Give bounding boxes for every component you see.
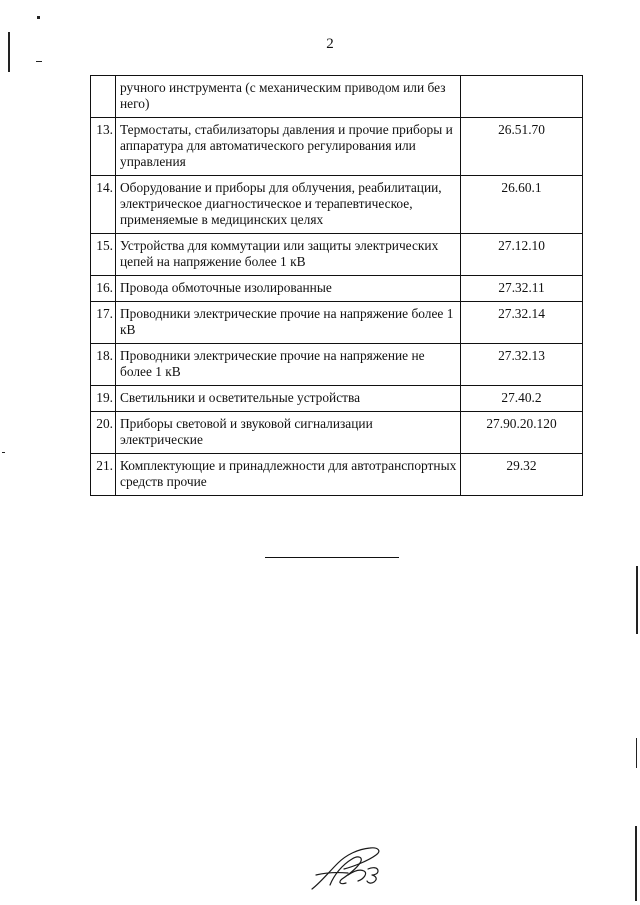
- row-code: 26.51.70: [461, 118, 583, 176]
- row-number: 21.: [91, 454, 116, 496]
- row-number: 17.: [91, 302, 116, 344]
- row-name: Комплектующие и принадлежности для автотранспортных средств прочие: [116, 454, 461, 496]
- row-code: 27.90.20.120: [461, 412, 583, 454]
- row-number: 18.: [91, 344, 116, 386]
- table-row: [91, 118, 583, 176]
- row-number: 14.: [91, 176, 116, 234]
- row-number: 16.: [91, 276, 116, 302]
- table-row: [91, 454, 583, 496]
- end-of-document-line: [265, 557, 399, 558]
- scan-mark-left-dot: [37, 16, 40, 19]
- table-row: [91, 386, 583, 412]
- scan-mark-right-bar-2: [636, 738, 637, 768]
- row-number: 13.: [91, 118, 116, 176]
- row-number: 15.: [91, 234, 116, 276]
- scan-mark-left-tick: [2, 452, 5, 453]
- table-row: [91, 344, 583, 386]
- page-number: 2: [326, 36, 334, 52]
- row-code: 27.12.10: [461, 234, 583, 276]
- row-name: Термостаты, стабилизаторы давления и прочие приборы и аппаратура для автоматического регулирования или управления: [116, 118, 461, 176]
- scan-mark-right-bar-1: [636, 566, 638, 634]
- table-row: [91, 302, 583, 344]
- row-name: Светильники и осветительные устройства: [116, 386, 461, 412]
- row-code: 27.32.13: [461, 344, 583, 386]
- table-row: [91, 412, 583, 454]
- row-name: ручного инструмента (с механическим приводом или без него): [116, 76, 461, 118]
- product-codes-table: [90, 75, 583, 496]
- row-name: Провода обмоточные изолированные: [116, 276, 461, 302]
- row-code: 26.60.1: [461, 176, 583, 234]
- row-code: [461, 76, 583, 118]
- row-number: [91, 76, 116, 118]
- row-name: Устройства для коммутации или защиты электрических цепей на напряжение более 1 кВ: [116, 234, 461, 276]
- row-name: Проводники электрические прочие на напряжение не более 1 кВ: [116, 344, 461, 386]
- row-code: 27.32.14: [461, 302, 583, 344]
- row-name: Оборудование и приборы для облучения, реабилитации, электрическое диагностическое и терапевтическое, применяемые в медицинских целях: [116, 176, 461, 234]
- row-name: Проводники электрические прочие на напряжение более 1 кВ: [116, 302, 461, 344]
- row-code: 27.40.2: [461, 386, 583, 412]
- row-number: 19.: [91, 386, 116, 412]
- table-row: [91, 276, 583, 302]
- row-number: 20.: [91, 412, 116, 454]
- row-name: Приборы световой и звуковой сигнализации электрические: [116, 412, 461, 454]
- row-code: 27.32.11: [461, 276, 583, 302]
- table-row: [91, 76, 583, 118]
- scan-mark-left-dash: [36, 61, 42, 62]
- table-row: [91, 176, 583, 234]
- scan-mark-right-bar-3: [635, 826, 637, 901]
- signature-icon: [308, 845, 400, 893]
- row-code: 29.32: [461, 454, 583, 496]
- table-row: [91, 234, 583, 276]
